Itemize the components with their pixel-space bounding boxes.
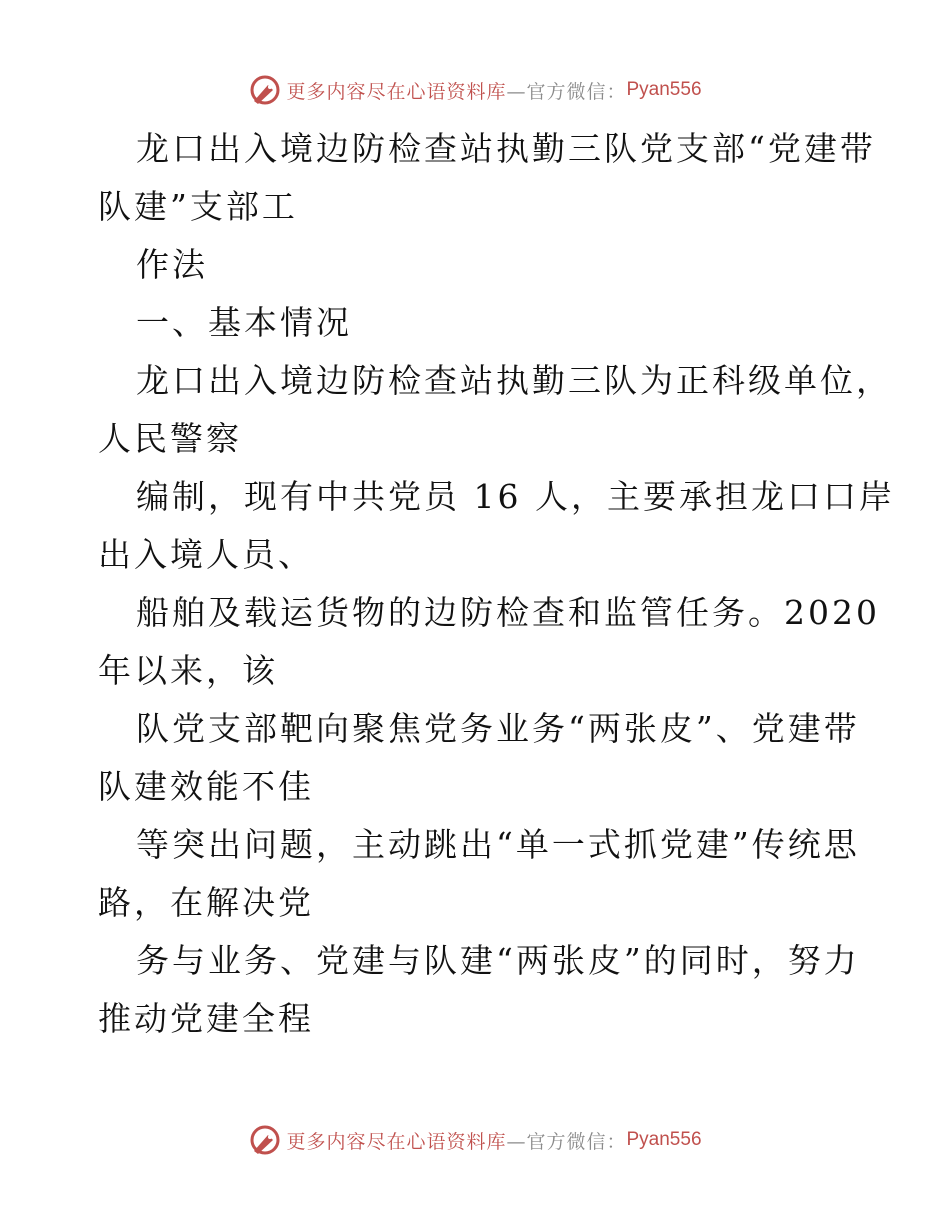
banner-text-id: Pyan556 [626, 79, 702, 100]
banner-text-wechat: —官方微信： [506, 80, 627, 103]
body-line: 队建效能不佳 [98, 767, 314, 806]
body-line: 年以来，该 [98, 651, 278, 690]
banner-text-id: Pyan556 [626, 1129, 702, 1150]
body-line: 等突出问题，主动跳出“单一式抓党建”传统思 [136, 825, 860, 864]
body-line: 队党支部靶向聚焦党务业务“两张皮”、党建带 [136, 709, 860, 748]
body-line: 龙口出入境边防检查站执勤三队党支部“党建带 [136, 129, 876, 168]
document-body [98, 120, 895, 1048]
pen-nib-circle-logo-icon [248, 1123, 282, 1157]
body-line: 出入境人员、 [98, 535, 314, 574]
banner-text-main: 更多内容尽在心语资料库 [286, 80, 507, 103]
footer-banner [0, 1120, 950, 1160]
body-line: 推动党建全程 [98, 999, 314, 1038]
body-line: 作法 [136, 245, 208, 284]
body-line: 编制，现有中共党员 16 人，主要承担龙口口岸 [136, 477, 895, 516]
body-line: 队建”支部工 [98, 187, 298, 226]
body-line: 龙口出入境边防检查站执勤三队为正科级单位， [136, 361, 892, 400]
banner-text-wechat: —官方微信： [506, 1130, 627, 1153]
section-heading: 一、基本情况 [136, 303, 352, 342]
body-line: 路，在解决党 [98, 883, 314, 922]
body-line: 务与业务、党建与队建“两张皮”的同时，努力 [136, 941, 860, 980]
banner-text-main: 更多内容尽在心语资料库 [286, 1130, 507, 1153]
body-line: 人民警察 [98, 419, 242, 458]
header-banner [0, 70, 950, 110]
pen-nib-circle-logo-icon [248, 73, 282, 107]
body-line: 船舶及载运货物的边防检查和监管任务。2020 [136, 593, 880, 632]
